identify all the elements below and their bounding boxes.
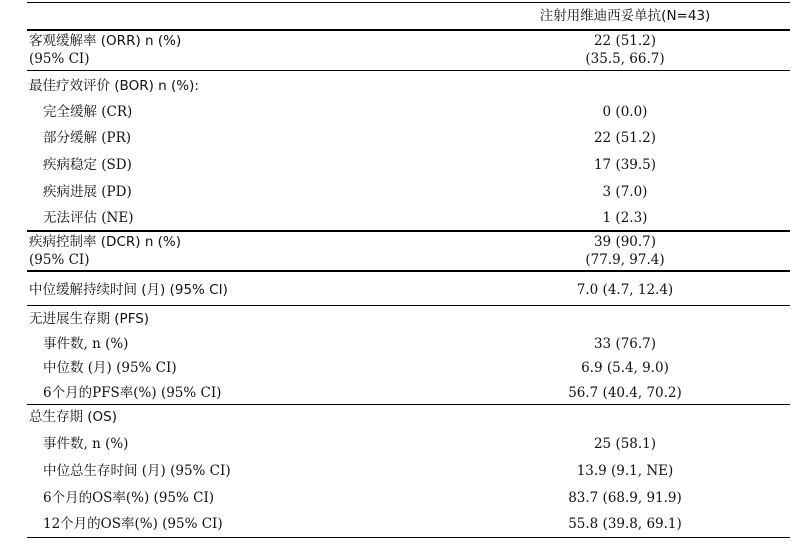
- rule-header: [27, 29, 790, 31]
- rule-after-orr: [27, 70, 790, 71]
- orr-ci: (35.5, 66.7): [585, 51, 665, 67]
- bor-item-label: 完全缓解 (CR): [43, 104, 133, 120]
- os-item-value: 13.9 (9.1, NE): [576, 463, 674, 479]
- bor-item-value: 22 (51.2): [593, 130, 657, 146]
- bor-item-label: 疾病稳定 (SD): [43, 157, 132, 173]
- bor-item-label: 疾病进展 (PD): [43, 184, 132, 200]
- pfs-item-value: 33 (76.7): [593, 336, 657, 352]
- rule-after-dor: [27, 305, 790, 306]
- pfs-item-label: 6个月的PFS率(%) (95% CI): [43, 385, 222, 401]
- bor-item-label: 部分缓解 (PR): [43, 130, 132, 146]
- dcr-label: 疾病控制率 (DCR) n (%): [29, 234, 182, 250]
- bor-item-value: 0 (0.0): [602, 104, 648, 120]
- os-item-label: 中位总生存时间 (月) (95% CI): [43, 463, 231, 479]
- rule-after-pfs: [27, 404, 790, 405]
- bor-item-label: 无法评估 (NE): [43, 210, 134, 226]
- dcr-ci-label: (95% CI): [29, 252, 90, 268]
- os-label: 总生存期 (OS): [29, 409, 118, 425]
- rule-before-dcr: [27, 230, 790, 232]
- column-header: 注射用维迪西妥单抗(N=43): [539, 8, 711, 24]
- dor-label: 中位缓解持续时间 (月) (95% CI): [29, 282, 228, 298]
- os-item-value: 83.7 (68.9, 91.9): [568, 490, 682, 506]
- bor-item-value: 3 (7.0): [602, 184, 648, 200]
- rule-after-dcr: [27, 270, 790, 272]
- orr-value: 22 (51.2): [593, 33, 657, 49]
- bor-label: 最佳疗效评价 (BOR) n (%):: [29, 78, 199, 94]
- dcr-ci: (77.9, 97.4): [585, 252, 665, 268]
- pfs-label: 无进展生存期 (PFS): [29, 311, 150, 327]
- pfs-item-value: 6.9 (5.4, 9.0): [581, 360, 669, 376]
- orr-ci-label: (95% CI): [29, 51, 90, 67]
- os-item-value: 25 (58.1): [593, 436, 657, 452]
- dor-value: 7.0 (4.7, 12.4): [576, 282, 674, 298]
- orr-label: 客观缓解率 (ORR) n (%): [29, 33, 182, 49]
- dcr-value: 39 (90.7): [593, 234, 657, 250]
- os-item-label: 12个月的OS率(%) (95% CI): [43, 516, 223, 532]
- pfs-item-label: 中位数 (月) (95% CI): [43, 360, 177, 376]
- rule-bottom: [27, 537, 790, 538]
- pfs-item-value: 56.7 (40.4, 70.2): [568, 385, 682, 401]
- rule-top: [27, 2, 790, 3]
- os-item-label: 6个月的OS率(%) (95% CI): [43, 490, 215, 506]
- pfs-item-label: 事件数, n (%): [43, 336, 129, 352]
- os-item-label: 事件数, n (%): [43, 436, 129, 452]
- os-item-value: 55.8 (39.8, 69.1): [568, 516, 682, 532]
- bor-item-value: 17 (39.5): [593, 157, 657, 173]
- bor-item-value: 1 (2.3): [602, 210, 648, 226]
